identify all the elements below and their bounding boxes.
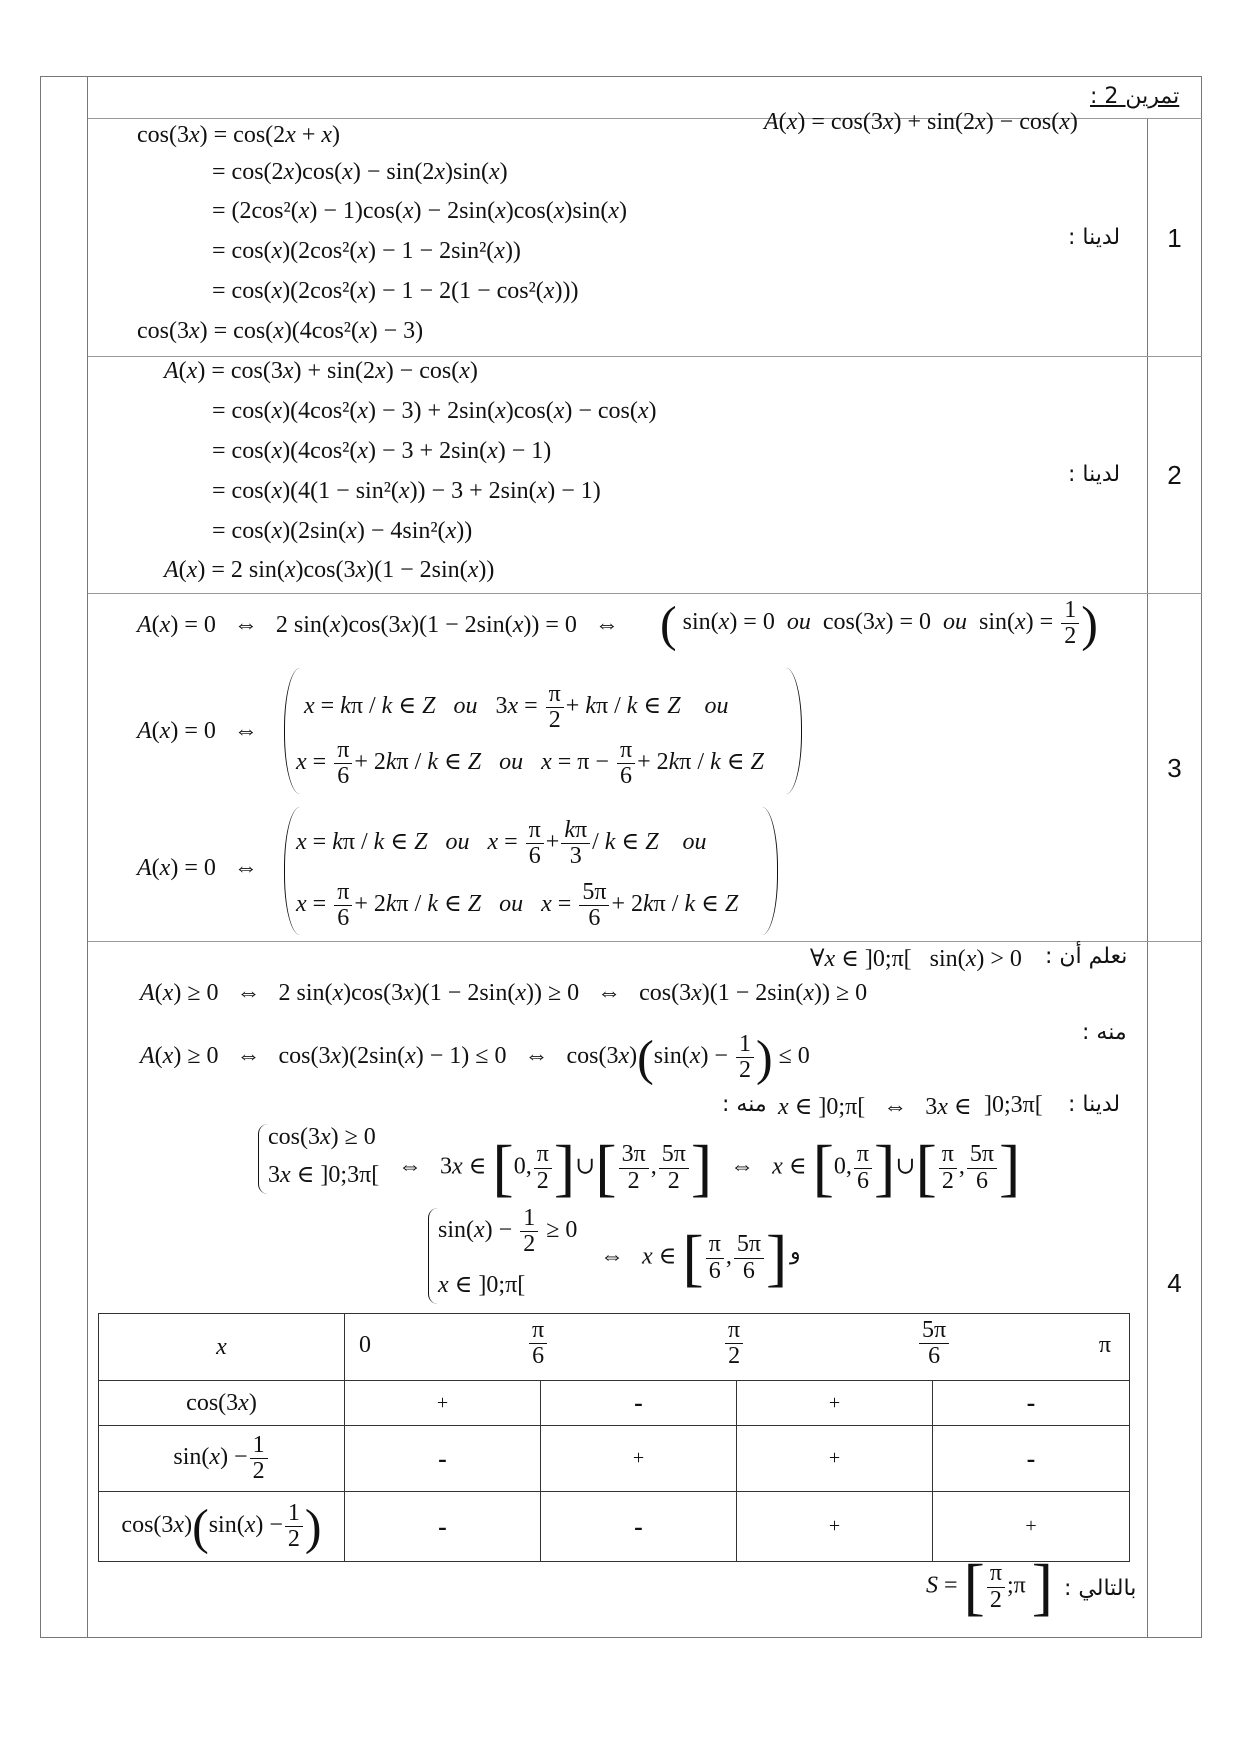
q4-system2-b: x ∈ ]0;π[: [438, 1272, 526, 1298]
header-value-pi: π: [1098, 1332, 1111, 1358]
question-number: 4: [1167, 1268, 1182, 1298]
q4-solution-set: S = [ $\frac{\pi}{2}$ ;π ]: [926, 1551, 1054, 1622]
q3-block1-lhs: A(x) = 0 ⇔: [137, 718, 258, 744]
question-number: 2: [1167, 460, 1182, 490]
q4-have-label: لدينا :: [1068, 1092, 1121, 1117]
sign-cell: -: [345, 1426, 541, 1492]
q2-line: = cos(x)(4cos²(x) − 3) + 2sin(x)cos(x) − cos(x): [212, 398, 657, 424]
q1-label: لدينا :: [1068, 225, 1121, 250]
sign-table-row: [99, 1381, 1130, 1426]
left-margin-column: [40, 76, 88, 1638]
q2-line: = cos(x)(2sin(x) − 4sin²(x)): [212, 518, 473, 544]
q3-cases: ( sin(x) = 0 ou cos(3x) = 0 ou sin(x) = $\frac{1}{2}$ ): [660, 595, 1098, 652]
sign-cell: -: [933, 1381, 1130, 1426]
q3-block2-row2: x = $\frac{\pi}{6}$ + 2kπ / k ∈ Z ou x = $\frac{5\pi}{6}$ + 2kπ / k ∈ Z: [296, 879, 739, 932]
row-divider: [88, 356, 1202, 357]
q4-line-b: A(x) ≥ 0 ⇔ cos(3x)(2sin(x) − 1) ≤ 0 ⇔ cos(3x)(sin(x) − $\frac{1}{2}$ ) ≤ 0: [140, 1029, 810, 1086]
sign-cell: +: [933, 1492, 1130, 1562]
sign-cell: +: [737, 1492, 933, 1562]
question-number: 1: [1167, 223, 1182, 253]
sign-cell: +: [541, 1426, 737, 1492]
q1-line: = cos(x)(2cos²(x) − 1 − 2sin²(x)): [212, 238, 521, 264]
q2-label: لدينا :: [1068, 462, 1121, 487]
q1-line: = cos(x)(2cos²(x) − 1 − 2(1 − cos²(x))): [212, 278, 579, 304]
sign-cell: -: [541, 1492, 737, 1562]
sign-cell: +: [345, 1381, 541, 1426]
q4-have-expr: ]0;3π[: [984, 1092, 1043, 1118]
q1-line: cos(3x) = cos(2x + x): [137, 122, 341, 148]
q2-line: = cos(x)(4cos²(x) − 3 + 2sin(x) − 1): [212, 438, 552, 464]
q4-know-label: نعلم أن :: [1045, 944, 1128, 969]
sign-row-label: cos(3x): [99, 1381, 345, 1426]
q4-system2-a: sin(x) − $\frac{1}{2}$ ≥ 0: [438, 1205, 578, 1258]
sign-cell: +: [737, 1426, 933, 1492]
row-divider: [88, 941, 1202, 942]
q4-have-expr2: x ∈ ]0;π[ ⇔ 3x ∈: [778, 1094, 972, 1120]
q1-line: = cos(2x)cos(x) − sin(2x)sin(x): [212, 159, 508, 185]
q2-line: A(x) = 2 sin(x)cos(3x)(1 − 2sin(x)): [164, 557, 495, 583]
q3-block2-lhs: A(x) = 0 ⇔: [137, 855, 258, 881]
q4-line-a: A(x) ≥ 0 ⇔ 2 sin(x)cos(3x)(1 − 2sin(x)) ≥ 0 ⇔ cos(3x)(1 − 2sin(x)) ≥ 0: [140, 980, 868, 1006]
q4-and-label: و: [790, 1240, 801, 1265]
sign-table-header-values: [345, 1314, 1130, 1381]
q4-system1-b: 3x ∈ ]0;3π[: [268, 1162, 380, 1188]
sign-table: [98, 1313, 1130, 1562]
q3-block1-row2: x = $\frac{\pi}{6}$ + 2kπ / k ∈ Z ou x = π − $\frac{\pi}{6}$ + 2kπ / k ∈ Z: [296, 737, 764, 790]
sign-cell: +: [737, 1381, 933, 1426]
sign-row-label: cos(3x)(sin(x) − $\frac{1}{2}$ ): [99, 1492, 345, 1562]
question-number-column: [1147, 118, 1202, 1638]
sign-cell: -: [345, 1492, 541, 1562]
header-value-0: 0: [359, 1332, 371, 1358]
q4-conclusion-label: بالتالي :: [1064, 1576, 1137, 1601]
exercise-title: تمرين 2 :: [1090, 84, 1180, 109]
q4-hence-label: منه :: [1082, 1020, 1127, 1045]
q2-line: A(x) = cos(3x) + sin(2x) − cos(x): [164, 358, 478, 384]
sign-cell: -: [933, 1426, 1130, 1492]
sign-row-label: sin(x) − $\frac{1}{2}$: [99, 1426, 345, 1492]
header-value-pi2: $\frac{\pi}{2}$: [725, 1318, 743, 1369]
question-number: 3: [1167, 753, 1182, 783]
sign-table-row: [99, 1426, 1130, 1492]
q1-line: = (2cos²(x) − 1)cos(x) − 2sin(x)cos(x)sin(x): [212, 198, 628, 224]
q2-line: = cos(x)(4(1 − sin²(x)) − 3 + 2sin(x) − 1): [212, 478, 601, 504]
header-value-5pi6: $\frac{5\pi}{6}$: [919, 1318, 949, 1369]
q3-block2-row1: x = kπ / k ∈ Z ou x = $\frac{\pi}{6}$ + $\frac{k\pi}{3}$ / k ∈ Z ou: [296, 817, 707, 870]
q1-line: cos(3x) = cos(x)(4cos²(x) − 3): [137, 318, 424, 344]
q4-system1-a: cos(3x) ≥ 0: [268, 1124, 376, 1150]
sign-table-header-row: [99, 1314, 1130, 1381]
header-value-pi6: $\frac{\pi}{6}$: [529, 1318, 547, 1369]
sign-cell: -: [541, 1381, 737, 1426]
q4-system2-result: ⇔ x ∈ [ $\frac{\pi}{6}$ , $\frac{5\pi}{6}$ ]: [600, 1222, 788, 1293]
row-divider: [88, 593, 1202, 594]
exercise-expression: A(x) = cos(3x) + sin(2x) − cos(x): [764, 109, 1078, 135]
q4-system1-result: ⇔ 3x ∈ [0, $\frac{\pi}{2}$ ]∪[ $\frac{3\pi}{2}$ , $\frac{5\pi}{2}$ ] ⇔ x ∈ [0, $\frac{\pi}{6}$ ]∪[ $\frac{\pi}{2}$ , $\frac{5\pi}{6}$ ]: [398, 1132, 1021, 1203]
q3-block1-row1: x = kπ / k ∈ Z ou 3x = $\frac{\pi}{2}$ + kπ / k ∈ Z ou: [304, 681, 729, 734]
q3-equivalence: A(x) = 0 ⇔ 2 sin(x)cos(3x)(1 − 2sin(x)) = 0 ⇔: [137, 612, 619, 638]
q4-have-hence: منه :: [722, 1092, 767, 1117]
sign-table-header-label: x: [99, 1314, 345, 1381]
q4-know-expr: ∀x ∈ ]0;π[ sin(x) > 0: [810, 946, 1022, 972]
